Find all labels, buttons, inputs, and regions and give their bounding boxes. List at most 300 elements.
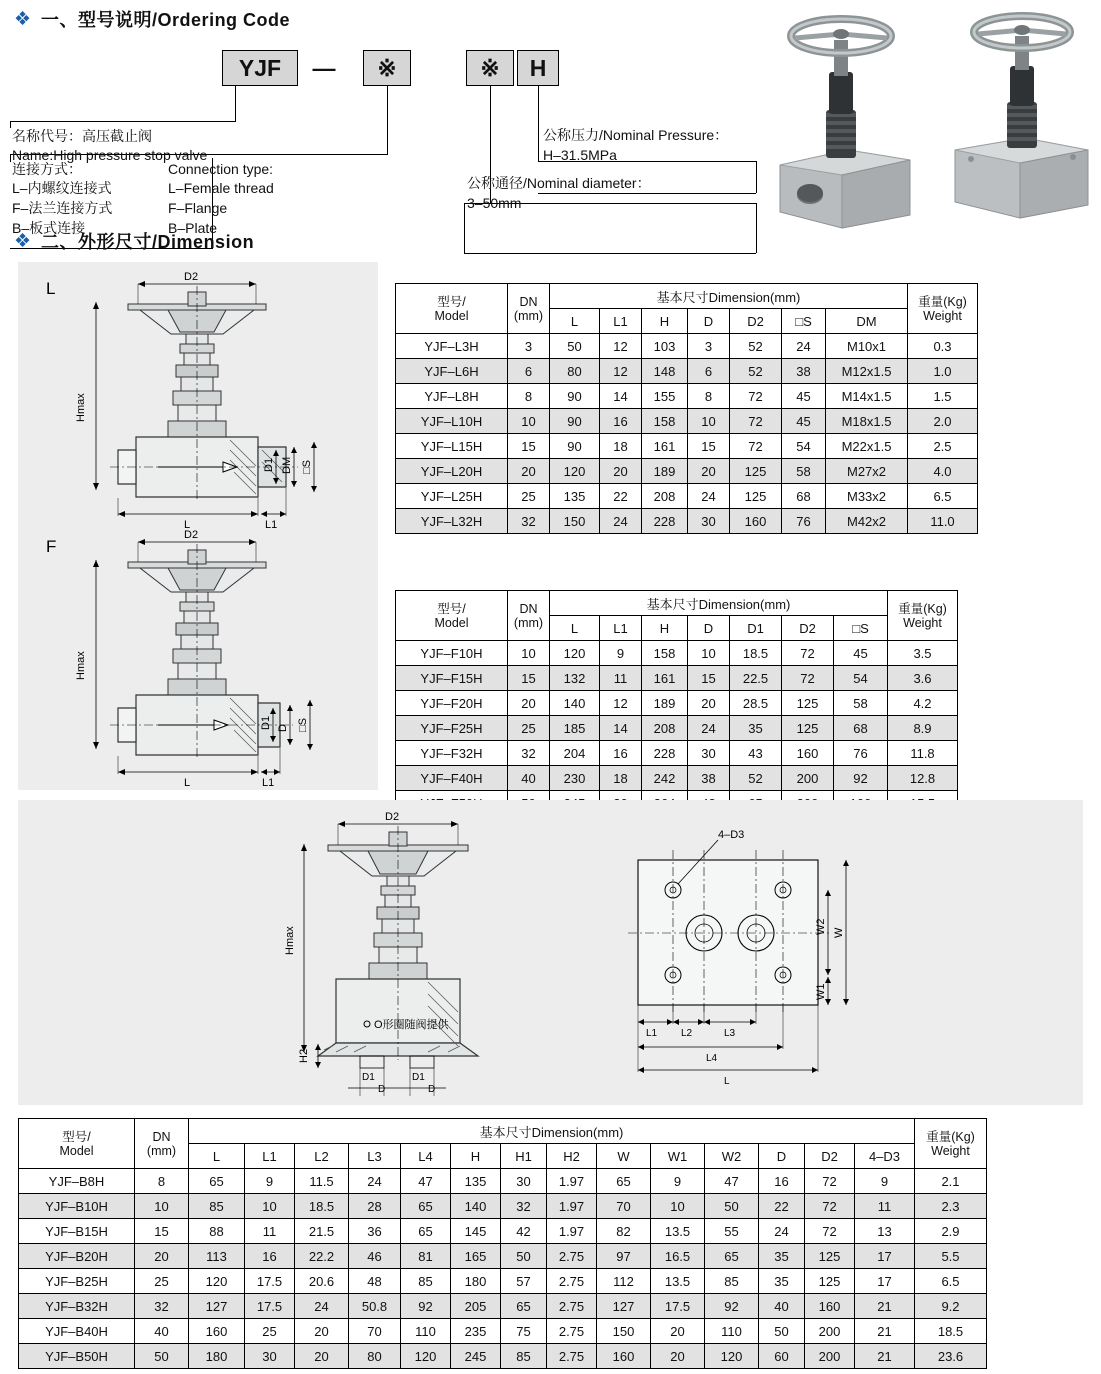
cell-value: 25 — [135, 1269, 189, 1294]
cell-value: 140 — [550, 691, 600, 716]
dim-label-w: W — [833, 927, 845, 938]
table-row — [396, 691, 958, 716]
cell-value: 50 — [135, 1344, 189, 1369]
cell-value: 3.5 — [888, 641, 958, 666]
cell-value: 47 — [705, 1169, 759, 1194]
cell-value: 81 — [401, 1244, 451, 1269]
cell-model: YJF–F10H — [396, 641, 508, 666]
cell-value: 97 — [597, 1244, 651, 1269]
leader-line — [235, 86, 236, 121]
cell-model: YJF–F15H — [396, 666, 508, 691]
th-weight: 重量(Kg) Weight — [908, 284, 978, 334]
cell-value: 20 — [135, 1244, 189, 1269]
cell-value: 160 — [805, 1294, 855, 1319]
valve-photo-left — [780, 19, 910, 228]
cell-value: 10 — [245, 1194, 295, 1219]
th-h2: H2 — [547, 1144, 597, 1169]
cell-value: 12 — [600, 691, 642, 716]
cell-value: 65 — [705, 1244, 759, 1269]
cell-value: 65 — [597, 1169, 651, 1194]
section-header-dimension — [0, 228, 254, 254]
table-row — [19, 1294, 987, 1319]
cell-value: 2.75 — [547, 1244, 597, 1269]
cell-value: 38 — [688, 766, 730, 791]
dim-label-d1: D1 — [263, 457, 275, 472]
cell-value: 158 — [642, 409, 688, 434]
cell-value: 2.1 — [915, 1169, 987, 1194]
cell-value: 189 — [642, 459, 688, 484]
dim-label-dm: DM — [281, 456, 293, 474]
cell-value: 48 — [349, 1269, 401, 1294]
cell-value: 52 — [730, 334, 782, 359]
dim-label-d1: D1 — [412, 1072, 425, 1083]
dim-label-hmax: Hmax — [284, 926, 296, 955]
cell-model: YJF–B10H — [19, 1194, 135, 1219]
leader-line — [464, 203, 465, 253]
cell-value: 72 — [805, 1169, 855, 1194]
cell-value: 17.5 — [245, 1269, 295, 1294]
cell-value: 68 — [834, 716, 888, 741]
cell-value: 72 — [730, 434, 782, 459]
cell-value: 127 — [189, 1294, 245, 1319]
dim-label-d: D — [277, 724, 289, 732]
cell-value: 20 — [295, 1344, 349, 1369]
cell-value: 125 — [782, 716, 834, 741]
th-d2: D2 — [782, 616, 834, 641]
table-row — [19, 1319, 987, 1344]
cell-model: YJF–L32H — [396, 509, 508, 534]
cell-value: 18.5 — [915, 1319, 987, 1344]
cell-value: 50 — [501, 1244, 547, 1269]
cell-value: 125 — [805, 1244, 855, 1269]
cell-value: 204 — [550, 741, 600, 766]
code-part-connection: ※ — [363, 50, 411, 86]
th-l1: L1 — [600, 309, 642, 334]
cell-value: 17.5 — [651, 1294, 705, 1319]
cell-value: 35 — [759, 1244, 805, 1269]
cell-value: M42x2 — [826, 509, 908, 534]
cell-value: 9 — [600, 641, 642, 666]
cell-value: 45 — [834, 641, 888, 666]
cell-value: 85 — [189, 1194, 245, 1219]
leader-line — [538, 86, 539, 161]
cell-value: 20 — [600, 459, 642, 484]
cell-value: 36 — [349, 1219, 401, 1244]
cell-value: 22 — [600, 484, 642, 509]
cell-value: 24 — [759, 1219, 805, 1244]
cell-value: 235 — [451, 1319, 501, 1344]
drawing-label-L: L — [46, 279, 56, 298]
table-row — [396, 359, 978, 384]
cell-value: 65 — [401, 1219, 451, 1244]
th-d: D — [688, 309, 730, 334]
cell-value: 45 — [782, 384, 826, 409]
cell-value: 208 — [642, 484, 688, 509]
cell-value: 50 — [759, 1319, 805, 1344]
cell-value: 38 — [782, 359, 826, 384]
cell-value: 180 — [189, 1344, 245, 1369]
th-w: W — [597, 1144, 651, 1169]
cell-value: 30 — [245, 1344, 295, 1369]
dimension-table-plate — [18, 1118, 987, 1369]
cell-value: 4.0 — [908, 459, 978, 484]
th-l3: L3 — [349, 1144, 401, 1169]
th-4d3: 4–D3 — [855, 1144, 915, 1169]
leader-line — [10, 121, 236, 122]
cell-value: 165 — [451, 1244, 501, 1269]
cell-value: 0.3 — [908, 334, 978, 359]
name-code-label-en: Name:High pressure stop valve — [12, 147, 208, 163]
dim-label-l4: L4 — [706, 1053, 718, 1064]
cell-value: 13.5 — [651, 1219, 705, 1244]
dim-label-d1: D1 — [260, 715, 272, 730]
th-l1: L1 — [245, 1144, 295, 1169]
th-weight: 重量(Kg) Weight — [888, 591, 958, 641]
dim-label-l: L — [184, 777, 191, 789]
dim-label-l3: L3 — [724, 1028, 736, 1039]
cell-model: YJF–B50H — [19, 1344, 135, 1369]
table-row — [396, 666, 958, 691]
cell-value: 35 — [730, 716, 782, 741]
th-l: L — [189, 1144, 245, 1169]
cell-value: 11.0 — [908, 509, 978, 534]
dim-label-d2: D2 — [184, 529, 199, 541]
th-dn: DN (mm) — [508, 591, 550, 641]
dim-label-hmax: Hmax — [75, 393, 87, 422]
th-w2: W2 — [705, 1144, 759, 1169]
table-row — [396, 509, 978, 534]
cell-value: 20 — [688, 459, 730, 484]
th-dn: DN (mm) — [508, 284, 550, 334]
leader-line — [464, 253, 756, 254]
cell-value: M10x1 — [826, 334, 908, 359]
th-d: D — [688, 616, 730, 641]
dim-label-l1: L1 — [262, 777, 275, 789]
leader-line — [538, 193, 756, 194]
cell-value: 8 — [688, 384, 730, 409]
cell-model: YJF–F40H — [396, 766, 508, 791]
cell-value: 9 — [855, 1169, 915, 1194]
cell-value: M22x1.5 — [826, 434, 908, 459]
cell-value: 120 — [401, 1344, 451, 1369]
cell-value: 150 — [550, 509, 600, 534]
connection-type-en-3: B–Plate — [168, 220, 218, 236]
cell-value: 10 — [508, 409, 550, 434]
cell-value: 40 — [508, 766, 550, 791]
cell-value: 2.9 — [915, 1219, 987, 1244]
cell-value: 2.5 — [908, 434, 978, 459]
cell-value: 28 — [349, 1194, 401, 1219]
dim-label-s: □S — [297, 718, 309, 732]
cell-value: 32 — [501, 1194, 547, 1219]
cell-value: 18.5 — [295, 1194, 349, 1219]
cell-value: 50 — [550, 334, 600, 359]
cell-value: 11.5 — [295, 1169, 349, 1194]
cell-value: 228 — [642, 741, 688, 766]
cell-value: 65 — [401, 1194, 451, 1219]
cell-value: 132 — [550, 666, 600, 691]
cell-value: 92 — [705, 1294, 759, 1319]
cell-value: 242 — [642, 766, 688, 791]
cell-value: 58 — [834, 691, 888, 716]
cell-value: 12 — [600, 359, 642, 384]
cell-model: YJF–L6H — [396, 359, 508, 384]
name-code-label: 名称代号：高压截止阀 — [12, 128, 152, 144]
cell-value: 11.8 — [888, 741, 958, 766]
cell-value: 113 — [189, 1244, 245, 1269]
cell-value: 15 — [688, 434, 730, 459]
cell-value: 90 — [550, 409, 600, 434]
cell-value: 16 — [600, 741, 642, 766]
cell-value: 120 — [550, 641, 600, 666]
cell-value: 55 — [705, 1219, 759, 1244]
leader-line — [387, 86, 388, 154]
cell-value: 125 — [730, 484, 782, 509]
section-title: 二、外形尺寸/Dimension — [41, 232, 255, 252]
th-dimension-group: 基本尺寸Dimension(mm) — [550, 591, 888, 616]
cell-model: YJF–L10H — [396, 409, 508, 434]
cell-value: 30 — [501, 1169, 547, 1194]
drawing-label-F: F — [46, 537, 57, 556]
ordering-code-diagram — [0, 38, 760, 236]
th-model: 型号/ Model — [19, 1119, 135, 1169]
cell-value: 10 — [688, 641, 730, 666]
cell-value: 2.75 — [547, 1269, 597, 1294]
cell-value: 6 — [688, 359, 730, 384]
cell-value: 22.5 — [730, 666, 782, 691]
cell-value: 135 — [451, 1169, 501, 1194]
cell-value: 20 — [295, 1319, 349, 1344]
cell-model: YJF–B25H — [19, 1269, 135, 1294]
cell-value: 155 — [642, 384, 688, 409]
cell-value: 65 — [501, 1294, 547, 1319]
drawing-panel-threaded-flange — [18, 262, 378, 790]
nominal-diameter-value: 3–50mm — [467, 195, 522, 211]
cell-value: 65 — [189, 1169, 245, 1194]
th-weight: 重量(Kg) Weight — [915, 1119, 987, 1169]
cell-value: 135 — [550, 484, 600, 509]
th-dimension-group: 基本尺寸Dimension(mm) — [189, 1119, 915, 1144]
cell-value: 52 — [730, 359, 782, 384]
cell-value: 140 — [451, 1194, 501, 1219]
connection-type-cn-1: L–内螺纹连接式 — [12, 180, 112, 196]
cell-value: 25 — [508, 716, 550, 741]
cell-value: 17 — [855, 1269, 915, 1294]
leader-line — [756, 161, 757, 193]
cell-value: 90 — [550, 384, 600, 409]
cell-value: 2.75 — [547, 1294, 597, 1319]
cell-value: 14 — [600, 384, 642, 409]
connection-type-title-en: Connection type: — [168, 161, 274, 177]
cell-value: 20 — [508, 691, 550, 716]
cell-model: YJF–L8H — [396, 384, 508, 409]
cell-value: 72 — [805, 1194, 855, 1219]
cell-value: 76 — [782, 509, 826, 534]
valve-photo-right — [955, 16, 1088, 218]
cell-value: 16 — [600, 409, 642, 434]
cell-value: 127 — [597, 1294, 651, 1319]
nominal-pressure-label: 公称压力/Nominal Pressure： — [543, 127, 729, 143]
cell-value: 10 — [651, 1194, 705, 1219]
dim-label-w2: W2 — [815, 918, 827, 935]
cell-value: 1.97 — [547, 1219, 597, 1244]
cell-value: 2.3 — [915, 1194, 987, 1219]
cell-value: 24 — [688, 716, 730, 741]
leader-line — [756, 203, 757, 253]
cell-value: 46 — [349, 1244, 401, 1269]
cell-value: 125 — [805, 1269, 855, 1294]
cell-value: 82 — [597, 1219, 651, 1244]
dim-label-d: D — [378, 1084, 386, 1095]
cell-value: 9.2 — [915, 1294, 987, 1319]
cell-value: 47 — [401, 1169, 451, 1194]
cell-value: 1.97 — [547, 1169, 597, 1194]
cell-value: 18 — [600, 766, 642, 791]
cell-value: 3 — [688, 334, 730, 359]
cell-value: M27x2 — [826, 459, 908, 484]
table-row — [396, 459, 978, 484]
cell-value: 4.2 — [888, 691, 958, 716]
cell-value: 54 — [782, 434, 826, 459]
table-row — [396, 741, 958, 766]
cell-value: 11 — [245, 1219, 295, 1244]
dim-label-l1: L1 — [265, 519, 278, 531]
cell-value: 13.5 — [651, 1269, 705, 1294]
code-part-dash: — — [312, 55, 336, 81]
cell-value: 50.8 — [349, 1294, 401, 1319]
cell-value: 148 — [642, 359, 688, 384]
cell-value: 16 — [759, 1169, 805, 1194]
dim-label-l: L — [184, 519, 191, 531]
cell-value: 8 — [135, 1169, 189, 1194]
cell-value: M12x1.5 — [826, 359, 908, 384]
cell-value: 158 — [642, 641, 688, 666]
cell-value: 22 — [759, 1194, 805, 1219]
cell-value: 72 — [805, 1219, 855, 1244]
cell-value: 245 — [451, 1344, 501, 1369]
dim-label-w1: W1 — [815, 983, 827, 1000]
connection-type-title-cn: 连接方式： — [12, 161, 82, 177]
cell-value: 72 — [782, 641, 834, 666]
cell-value: 1.5 — [908, 384, 978, 409]
connection-type-cn-3: B–板式连接 — [12, 220, 86, 236]
cell-model: YJF–B32H — [19, 1294, 135, 1319]
cell-value: 85 — [705, 1269, 759, 1294]
cell-value: 24 — [688, 484, 730, 509]
product-photos — [770, 10, 1100, 225]
cell-value: 125 — [782, 691, 834, 716]
cell-value: 17.5 — [245, 1294, 295, 1319]
cell-value: 10 — [508, 641, 550, 666]
cell-value: 30 — [688, 741, 730, 766]
th-dm: DM — [826, 309, 908, 334]
drawing-panel-plate — [18, 800, 1083, 1105]
leader-line — [10, 154, 11, 162]
cell-value: 85 — [501, 1344, 547, 1369]
cell-value: 17 — [855, 1244, 915, 1269]
th-dimension-group: 基本尺寸Dimension(mm) — [550, 284, 908, 309]
table-row — [396, 409, 978, 434]
th-l2: L2 — [295, 1144, 349, 1169]
nominal-diameter-label: 公称通径/Nominal diameter： — [467, 175, 651, 191]
cell-value: 88 — [189, 1219, 245, 1244]
cell-value: 72 — [730, 384, 782, 409]
code-part-diameter: ※ — [466, 50, 514, 86]
cell-value: 10 — [135, 1194, 189, 1219]
th-d2: D2 — [805, 1144, 855, 1169]
cell-value: 9 — [651, 1169, 705, 1194]
diamond-bullet-icon: ❖ — [14, 230, 32, 252]
table-row — [396, 641, 958, 666]
cell-value: 160 — [730, 509, 782, 534]
cell-value: 228 — [642, 509, 688, 534]
table-row — [396, 766, 958, 791]
cell-value: 3.6 — [888, 666, 958, 691]
cell-value: 52 — [730, 766, 782, 791]
table-row — [19, 1269, 987, 1294]
cell-value: 16.5 — [651, 1244, 705, 1269]
cell-value: 150 — [597, 1319, 651, 1344]
cell-value: 160 — [597, 1344, 651, 1369]
cell-model: YJF–F25H — [396, 716, 508, 741]
cell-value: 72 — [730, 409, 782, 434]
cell-value: 2.75 — [547, 1319, 597, 1344]
cell-value: 8 — [508, 384, 550, 409]
cell-value: 160 — [782, 741, 834, 766]
cell-value: 75 — [501, 1319, 547, 1344]
cell-value: 103 — [642, 334, 688, 359]
cell-value: 230 — [550, 766, 600, 791]
cell-value: 6 — [508, 359, 550, 384]
cell-value: 5.5 — [915, 1244, 987, 1269]
cell-value: 21 — [855, 1294, 915, 1319]
cell-value: 25 — [245, 1319, 295, 1344]
th-l: L — [550, 616, 600, 641]
connection-type-en-2: F–Flange — [168, 200, 228, 216]
diamond-bullet-icon: ❖ — [14, 8, 32, 30]
cell-value: 13 — [855, 1219, 915, 1244]
cell-value: 145 — [451, 1219, 501, 1244]
cell-value: 15 — [135, 1219, 189, 1244]
cell-value: 185 — [550, 716, 600, 741]
cell-model: YJF–B40H — [19, 1319, 135, 1344]
cell-value: 32 — [135, 1294, 189, 1319]
cell-value: 8.9 — [888, 716, 958, 741]
cell-model: YJF–L20H — [396, 459, 508, 484]
cell-value: 70 — [597, 1194, 651, 1219]
cell-value: 6.5 — [915, 1269, 987, 1294]
th-s: □S — [782, 309, 826, 334]
cell-value: 54 — [834, 666, 888, 691]
cell-value: 120 — [705, 1344, 759, 1369]
cell-model: YJF–B8H — [19, 1169, 135, 1194]
cell-value: 20.6 — [295, 1269, 349, 1294]
table-row — [396, 334, 978, 359]
cell-value: 205 — [451, 1294, 501, 1319]
cell-value: 3 — [508, 334, 550, 359]
th-model: 型号/ Model — [396, 284, 508, 334]
cell-value: 85 — [401, 1269, 451, 1294]
cell-value: 21.5 — [295, 1219, 349, 1244]
dim-label-d2: D2 — [385, 811, 400, 823]
cell-value: 20 — [508, 459, 550, 484]
cell-value: 68 — [782, 484, 826, 509]
cell-value: 15 — [508, 434, 550, 459]
nominal-pressure-value: H–31.5MPa — [543, 147, 617, 163]
cell-value: 112 — [597, 1269, 651, 1294]
cell-value: 200 — [805, 1344, 855, 1369]
cell-value: 24 — [600, 509, 642, 534]
